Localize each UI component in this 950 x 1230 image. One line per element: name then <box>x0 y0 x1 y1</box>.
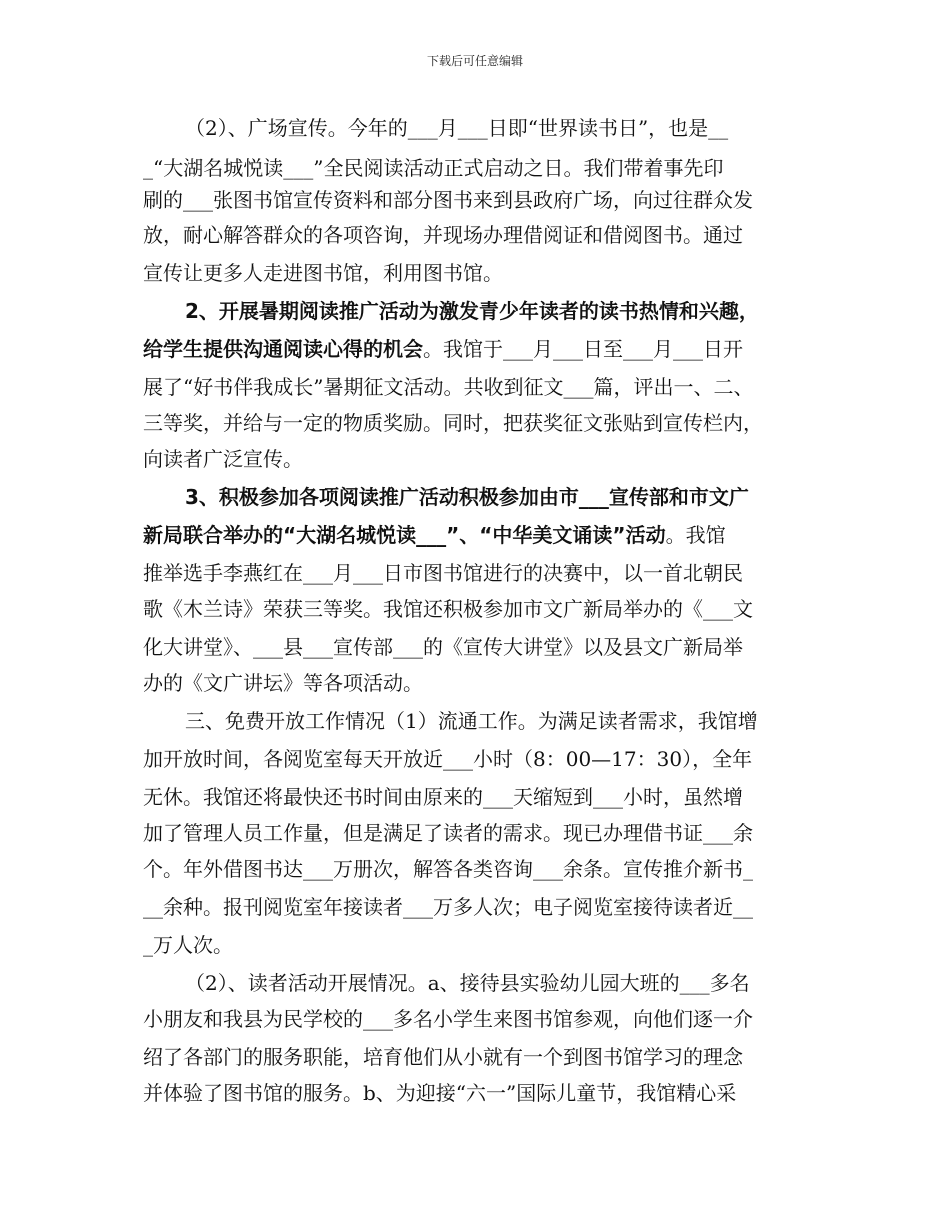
line-text: 办的《文广讲坛》等各项活动。 <box>143 671 423 695</box>
line-text: __余种。报刊阅览室年接读者___万多人次；电子阅览室接待读者近__ <box>143 895 753 919</box>
paragraph-line <box>143 222 823 248</box>
line-text: 推举选手李燕红在___月___日市图书馆进行的决赛中，以一首北朝民 <box>143 561 743 585</box>
line-text: 宣传让更多人走进图书馆，利用图书馆。 <box>143 261 503 285</box>
paragraph-line <box>143 410 823 436</box>
line-text: _“大湖名城悦读___”全民阅读活动正式启动之日。我们带着事先印 <box>143 156 724 180</box>
paragraph-line <box>143 522 823 548</box>
paragraph-line <box>185 115 825 141</box>
line-text: 放，耐心解答群众的各项咨询，并现场办理借阅证和借阅图书。通过 <box>143 223 743 247</box>
line-text: 化大讲堂》、___县___宣传部___的《宣传大讲堂》以及县文广新局举 <box>143 635 743 659</box>
line-text: （2）、广场宣传。今年的___月___日即“世界读书日”，也是__ <box>185 116 729 140</box>
paragraph-line <box>143 820 823 846</box>
paragraph-line <box>143 784 823 810</box>
paragraph-line <box>143 374 823 400</box>
paragraph-line <box>143 1080 823 1106</box>
heading-text: 新局联合举办的“大湖名城悦读___”、“中华美文诵读”活动 <box>143 523 666 547</box>
line-text: 三、免费开放工作情况（1）流通工作。为满足读者需求，我馆增 <box>185 709 758 733</box>
paragraph-line <box>143 155 823 181</box>
paragraph-line <box>185 970 825 996</box>
line-text: 三等奖，并给与一定的物质奖励。同时，把获奖征文张贴到宣传栏内， <box>143 411 763 435</box>
line-text: （2）、读者活动开展情况。a、接待县实验幼儿园大班的___多名 <box>185 971 750 995</box>
paragraph-line <box>143 560 823 586</box>
line-text: 向读者广泛宣传。 <box>143 447 303 471</box>
paragraph-line <box>143 634 823 660</box>
line-text: 加开放时间，各阅览室每天开放近___小时（8：00—17：30），全年 <box>143 747 753 771</box>
line-text: 。我馆于___月___日至___月___日开 <box>423 337 743 361</box>
section-heading-line <box>185 298 825 324</box>
line-text: 并体验了图书馆的服务。b、为迎接“六一”国际儿童节，我馆精心采 <box>143 1081 737 1105</box>
paragraph-line <box>143 856 823 882</box>
paragraph-line <box>143 932 823 958</box>
line-text: 无休。我馆还将最快还书时间由原来的___天缩短到___小时，虽然增 <box>143 785 743 809</box>
paragraph-line <box>143 446 823 472</box>
page-header: 下载后可任意编辑 <box>426 54 523 68</box>
line-text: 3、积极参加各项阅读推广活动积极参加由市___宣传部和市文广 <box>185 485 749 509</box>
section-heading-line <box>185 484 825 510</box>
line-text: 展了“好书伴我成长”暑期征文活动。共收到征文___篇，评出一、二、 <box>143 375 754 399</box>
heading-text: 给学生提供沟通阅读心得的机会 <box>143 337 423 361</box>
line-text: 刷的___张图书馆宣传资料和部分图书来到县政府广场，向过往群众发 <box>143 188 753 212</box>
line-text: 2、开展暑期阅读推广活动为激发青少年读者的读书热情和兴趣， <box>185 299 759 323</box>
line-text: 绍了各部门的服务职能，培育他们从小就有一个到图书馆学习的理念 <box>143 1045 743 1069</box>
paragraph-line <box>143 1006 823 1032</box>
line-text: 。我馆 <box>665 523 726 547</box>
paragraph-line <box>143 260 823 286</box>
line-text: 小朋友和我县为民学校的___多名小学生来图书馆参观，向他们逐一介 <box>143 1007 753 1031</box>
paragraph-line <box>143 746 823 772</box>
paragraph-line <box>143 336 823 362</box>
paragraph-line <box>185 708 825 734</box>
line-text: 加了管理人员工作量，但是满足了读者的需求。现已办理借书证___余 <box>143 821 753 845</box>
paragraph-line <box>143 596 823 622</box>
paragraph-line <box>143 187 823 213</box>
paragraph-line <box>143 894 823 920</box>
paragraph-line <box>143 1044 823 1070</box>
line-text: _万人次。 <box>143 933 233 957</box>
paragraph-line <box>143 670 823 696</box>
line-text: 歌《木兰诗》荣获三等奖。我馆还积极参加市文广新局举办的《___文 <box>143 597 753 621</box>
line-text: 个。年外借图书达___万册次，解答各类咨询___余条。宣传推介新书_ <box>143 857 753 881</box>
